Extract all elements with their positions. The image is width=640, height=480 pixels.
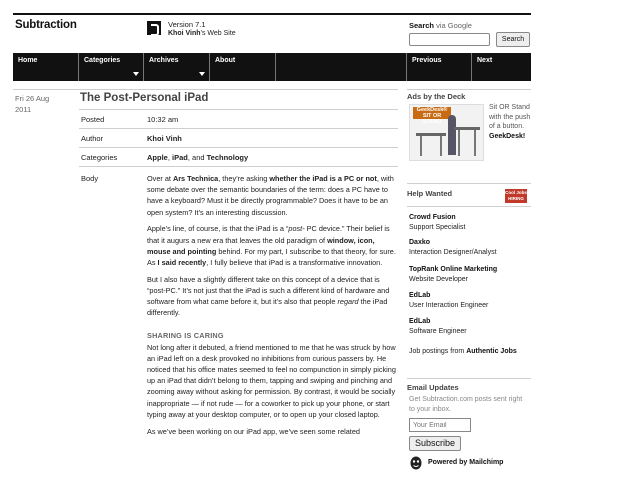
nav-archives-label: Archives	[149, 57, 179, 64]
job-listing[interactable]	[409, 213, 465, 232]
search-label	[409, 21, 472, 30]
p2-text: , I fully believe that iPad is a transformative innovation.	[206, 257, 383, 267]
ars-technica-link[interactable]: Ars Technica	[172, 174, 219, 183]
nav-categories[interactable]	[78, 53, 143, 81]
powered-by-mailchimp[interactable]: Powered by Mailchimp	[428, 459, 504, 466]
ads-heading: Ads by the Deck	[407, 92, 466, 101]
ad-logo-text: GeekDesk®	[416, 107, 448, 113]
nav-about[interactable]	[209, 53, 275, 81]
body-paragraph: As we’ve been working on our iPad app, we’ve seen some related	[147, 426, 360, 436]
meta-row-categories	[79, 148, 398, 167]
post-date-year: 2011	[15, 105, 32, 114]
category-separator: ,	[167, 153, 173, 162]
meta-value-categories	[147, 153, 248, 162]
job-listing[interactable]	[409, 238, 497, 257]
category-link-technology[interactable]: Technology	[206, 153, 249, 162]
job-role: Support Specialist	[409, 223, 466, 231]
site-tagline	[168, 30, 236, 37]
main-nav	[13, 53, 531, 81]
sidebar-rule	[407, 378, 531, 379]
job-listing[interactable]	[409, 291, 488, 310]
geekdesk-ad-image[interactable]	[409, 104, 484, 161]
meta-value-author	[147, 134, 182, 143]
nav-home-label: Home	[18, 57, 38, 64]
meta-row-posted	[79, 110, 398, 129]
desk-leg	[420, 136, 422, 156]
ad-brand[interactable]: GeekDesk!	[489, 132, 526, 140]
job-company: EdLab	[409, 292, 431, 299]
body-paragraph	[147, 173, 398, 218]
job-company: Daxko	[409, 239, 431, 246]
email-description: Get Subtraction.com posts sent right to your inbox.	[409, 396, 523, 413]
job-company: Crowd Fusion	[409, 214, 456, 221]
said-recently-link[interactable]: I said recently	[157, 257, 207, 267]
nav-previous[interactable]	[406, 53, 471, 81]
hiring-badge[interactable]: Cool Jobs HIRING	[505, 190, 527, 201]
job-postings-prefix: Job postings from	[409, 348, 467, 355]
geekdesk-logo	[413, 107, 451, 125]
p3-text: the iPad differently.	[147, 297, 388, 318]
body-paragraph: Not long after it debuted, a friend mentioned to me that he was struck by how an iPad left on a desk provoked no inhibitions from curious passers by. He noticed that his office mates seemed to feel no compunction in simply picking up an iPad that didn’t belong to them, tapping and swiping and pinching and zooming away without asking for permission. By contrast, it would be socially inappropriate — if not rude — for a coworker to pick up your phone, or start typing away at your desktop computer, or to open up your closed laptop.	[147, 342, 396, 419]
category-link-apple[interactable]: Apple	[147, 153, 168, 162]
email-field[interactable]	[409, 418, 471, 432]
authentic-jobs-link[interactable]: Authentic Jobs	[466, 348, 517, 355]
content-divider	[13, 89, 398, 90]
chevron-down-icon	[133, 72, 139, 76]
post-body	[147, 173, 398, 442]
search-input[interactable]	[409, 33, 490, 46]
site-title[interactable]: Subtraction	[15, 19, 77, 31]
wimp-link[interactable]: window, icon, mouse and pointing	[147, 235, 375, 256]
owner-name[interactable]: Khoi Vinh	[168, 30, 201, 37]
help-wanted-heading: Help Wanted	[407, 189, 453, 198]
p3-text: But I also have a slightly different take on this concept of a device that is “post-PC.” It’s not just that the iPad is such a different kind of hardware and software from what came before it, but it’s also that people	[147, 274, 390, 307]
category-separator-and: , and	[187, 153, 207, 162]
meta-label-author: Author	[81, 134, 104, 143]
job-listing[interactable]	[409, 265, 497, 284]
job-role: Software Engineer	[409, 327, 467, 335]
post-date	[15, 93, 75, 115]
p1-text: , with some debate over the semantic boundaries of the term: does a PC have to have a keyboard? Must it be directly programmable? Does it have to be an open system? It’s an interesting discussion.	[147, 174, 394, 217]
email-updates-heading: Email Updates	[407, 383, 459, 392]
nav-next[interactable]	[471, 53, 531, 81]
nav-spacer	[275, 53, 406, 81]
search-label-text: Search	[409, 21, 435, 30]
post-title[interactable]: The Post-Personal iPad	[80, 92, 209, 104]
search-button[interactable]: Search	[496, 32, 530, 47]
person-icon	[448, 115, 456, 155]
desk-leg	[474, 130, 476, 156]
job-company: EdLab	[409, 318, 431, 325]
p2-text: PC device.” Their belief is that it augurs a new era that leaves the old paradigm of	[147, 224, 390, 245]
p1-text: , they’re asking	[218, 174, 270, 183]
sidebar-rule	[407, 206, 531, 207]
tagline-suffix: ’s Web Site	[200, 30, 236, 37]
meta-label-body: Body	[81, 174, 99, 183]
p3-emphasis: regard	[337, 297, 359, 307]
author-link[interactable]: Khoi Vinh	[147, 134, 182, 143]
job-role: Website Developer	[409, 275, 469, 283]
ipad-pc-link[interactable]: whether the iPad is a PC or not	[269, 174, 377, 183]
nav-previous-label: Previous	[412, 57, 442, 64]
body-paragraph	[147, 223, 398, 268]
job-role: Interaction Designer/Analyst	[409, 248, 497, 256]
post-date-day: Fri 26 Aug	[15, 94, 50, 103]
mailchimp-icon	[409, 455, 423, 471]
p2-text: behind. For my part, I subscribe to that theory, for sure. As	[147, 246, 396, 267]
meta-value-posted: 10:32 am	[147, 115, 179, 124]
nav-next-label: Next	[477, 57, 493, 64]
meta-row-author	[79, 129, 398, 148]
nav-archives[interactable]	[143, 53, 209, 81]
job-listing[interactable]	[409, 317, 467, 336]
p2-emphasis: post-	[288, 224, 305, 234]
section-heading: SHARING IS CARING	[147, 331, 224, 341]
p2-text: Apple’s line, of course, is that the iPad is a “	[147, 224, 289, 234]
desk-leg	[458, 130, 460, 156]
subtraction-logo-icon[interactable]	[147, 21, 161, 35]
search-via-text: via Google	[436, 21, 472, 30]
version-label: Version 7.1	[168, 20, 206, 29]
nav-categories-label: Categories	[84, 57, 121, 64]
body-paragraph	[147, 274, 398, 319]
top-rule	[13, 13, 531, 15]
job-company: TopRank Online Marketing	[409, 266, 498, 273]
p1-text: Over at	[147, 174, 173, 183]
meta-label-categories: Categories	[81, 153, 118, 162]
sidebar-rule	[407, 89, 531, 90]
category-link-ipad[interactable]: iPad	[172, 153, 188, 162]
nav-about-label: About	[215, 57, 236, 64]
meta-label-posted: Posted	[81, 115, 105, 124]
job-postings-credit	[409, 347, 517, 357]
chevron-down-icon	[199, 72, 205, 76]
ad-copy: Sit OR Stand with the push of a button.	[489, 104, 531, 130]
nav-home[interactable]	[13, 53, 78, 81]
sidebar-rule	[407, 183, 531, 184]
job-role: User Interaction Engineer	[409, 301, 489, 309]
ad-logo-sub: SIT OR STAND	[422, 113, 442, 125]
subscribe-button[interactable]: Subscribe	[409, 436, 461, 451]
ad-text[interactable]	[489, 103, 533, 141]
desk-leg	[440, 136, 442, 156]
